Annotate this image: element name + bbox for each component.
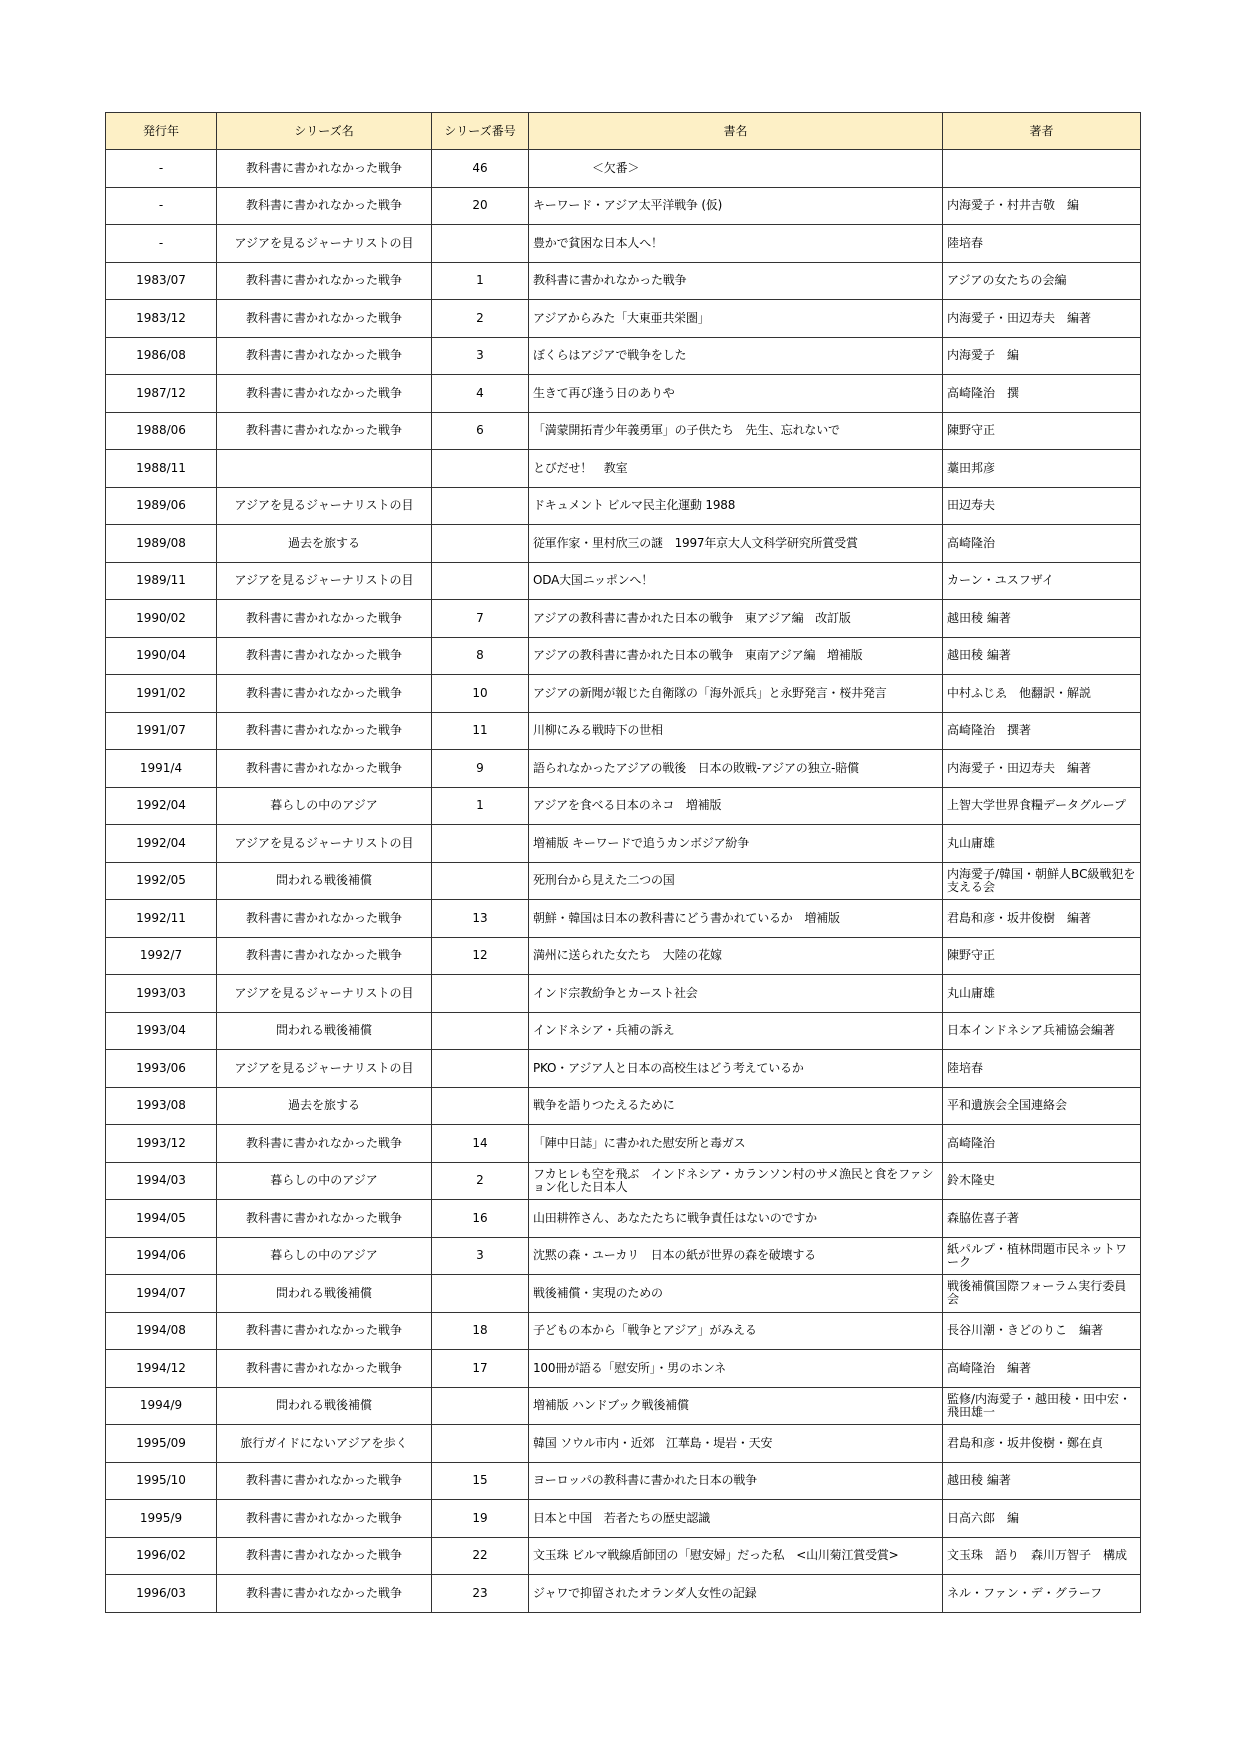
- table-row: [106, 787, 1141, 825]
- cell-title: ヨーロッパの教科書に書かれた日本の戦争: [529, 1462, 943, 1500]
- cell-year: 1983/12: [106, 300, 217, 338]
- table-row: [106, 487, 1141, 525]
- cell-author: 高崎隆治 編著: [943, 1350, 1141, 1388]
- cell-series: 教科書に書かれなかった戦争: [217, 1537, 432, 1575]
- table-row: [106, 300, 1141, 338]
- cell-series: 問われる戦後補償: [217, 1275, 432, 1313]
- cell-year: 1995/9: [106, 1500, 217, 1538]
- cell-series-number: 1: [432, 787, 529, 825]
- cell-series: 過去を旅する: [217, 525, 432, 563]
- cell-author: ネル・ファン・デ・グラーフ: [943, 1575, 1141, 1613]
- cell-year: 1994/06: [106, 1237, 217, 1275]
- cell-series-number: [432, 1275, 529, 1313]
- cell-series-number: 4: [432, 375, 529, 413]
- cell-series: 問われる戦後補償: [217, 862, 432, 900]
- cell-series: 教科書に書かれなかった戦争: [217, 1200, 432, 1238]
- table-row: [106, 1312, 1141, 1350]
- cell-series-number: 17: [432, 1350, 529, 1388]
- cell-series: 教科書に書かれなかった戦争: [217, 600, 432, 638]
- cell-author: 鈴木隆史: [943, 1162, 1141, 1200]
- cell-series: アジアを見るジャーナリストの目: [217, 562, 432, 600]
- table-row: [106, 1425, 1141, 1463]
- cell-year: 1991/4: [106, 750, 217, 788]
- table-header: [106, 113, 1141, 150]
- cell-series-number: 16: [432, 1200, 529, 1238]
- table-row: [106, 562, 1141, 600]
- cell-title: PKO・アジア人と日本の高校生はどう考えているか: [529, 1050, 943, 1088]
- cell-year: 1983/07: [106, 262, 217, 300]
- book-list-table: [105, 112, 1141, 1613]
- cell-title: アジアの教科書に書かれた日本の戦争 東アジア編 改訂版: [529, 600, 943, 638]
- cell-series: 教科書に書かれなかった戦争: [217, 1350, 432, 1388]
- cell-series-number: 13: [432, 900, 529, 938]
- table-row: [106, 187, 1141, 225]
- cell-title: 満州に送られた女たち 大陸の花嫁: [529, 937, 943, 975]
- cell-series: アジアを見るジャーナリストの目: [217, 825, 432, 863]
- cell-author: 高崎隆治: [943, 1125, 1141, 1163]
- cell-series-number: [432, 862, 529, 900]
- cell-year: 1993/12: [106, 1125, 217, 1163]
- cell-year: 1991/07: [106, 712, 217, 750]
- cell-series-number: 2: [432, 300, 529, 338]
- table-row: [106, 450, 1141, 488]
- cell-title: 「満蒙開拓青少年義勇軍」の子供たち 先生、忘れないで: [529, 412, 943, 450]
- cell-title: 日本と中国 若者たちの歴史認識: [529, 1500, 943, 1538]
- cell-series: 旅行ガイドにないアジアを歩く: [217, 1425, 432, 1463]
- table-row: [106, 750, 1141, 788]
- cell-title: インド宗教紛争とカースト社会: [529, 975, 943, 1013]
- cell-title: 戦後補償・実現のための: [529, 1275, 943, 1313]
- table-row: [106, 1087, 1141, 1125]
- cell-series: 教科書に書かれなかった戦争: [217, 712, 432, 750]
- cell-title: 戦争を語りつたえるために: [529, 1087, 943, 1125]
- cell-title: ＜欠番＞: [529, 150, 943, 188]
- cell-author: 田辺寿夫: [943, 487, 1141, 525]
- table-row: [106, 1537, 1141, 1575]
- cell-author: 越田稜 編著: [943, 600, 1141, 638]
- table-row: [106, 1162, 1141, 1200]
- cell-title: 文玉珠 ビルマ戦線盾師団の「慰安婦」だった私 <山川菊江賞受賞>: [529, 1537, 943, 1575]
- cell-title: アジアの新聞が報じた自衛隊の「海外派兵」と永野発言・桜井発言: [529, 675, 943, 713]
- cell-series-number: 12: [432, 937, 529, 975]
- cell-series-number: [432, 450, 529, 488]
- cell-series-number: [432, 825, 529, 863]
- cell-series-number: 10: [432, 675, 529, 713]
- table-row: [106, 1387, 1141, 1425]
- cell-title: 豊かで貧困な日本人へ！: [529, 225, 943, 263]
- cell-series: 教科書に書かれなかった戦争: [217, 937, 432, 975]
- cell-series: 教科書に書かれなかった戦争: [217, 1312, 432, 1350]
- cell-series: 教科書に書かれなかった戦争: [217, 1462, 432, 1500]
- header-series: シリーズ名: [217, 113, 432, 150]
- table-row: [106, 900, 1141, 938]
- cell-year: 1995/09: [106, 1425, 217, 1463]
- cell-year: 1989/08: [106, 525, 217, 563]
- cell-year: 1986/08: [106, 337, 217, 375]
- cell-series-number: [432, 1012, 529, 1050]
- header-year: 発行年: [106, 113, 217, 150]
- cell-title: 死刑台から見えた二つの国: [529, 862, 943, 900]
- cell-series: 教科書に書かれなかった戦争: [217, 300, 432, 338]
- cell-year: 1990/02: [106, 600, 217, 638]
- cell-title: 増補版 キーワードで追うカンボジア紛争: [529, 825, 943, 863]
- cell-author: 君島和彦・坂井俊樹・鄭在貞: [943, 1425, 1141, 1463]
- cell-author: 丸山庸雄: [943, 975, 1141, 1013]
- cell-series-number: 7: [432, 600, 529, 638]
- cell-title: インドネシア・兵補の訴え: [529, 1012, 943, 1050]
- cell-author: 高崎隆治: [943, 525, 1141, 563]
- table-row: [106, 525, 1141, 563]
- cell-series-number: 11: [432, 712, 529, 750]
- table-row: [106, 1575, 1141, 1613]
- header-series-number: シリーズ番号: [432, 113, 529, 150]
- table-row: [106, 1200, 1141, 1238]
- cell-title: ODA大国ニッポンへ！: [529, 562, 943, 600]
- cell-author: 中村ふじゑ 他翻訳・解説: [943, 675, 1141, 713]
- cell-author: カーン・ユスフザイ: [943, 562, 1141, 600]
- cell-series: アジアを見るジャーナリストの目: [217, 1050, 432, 1088]
- table-row: [106, 862, 1141, 900]
- cell-series: 教科書に書かれなかった戦争: [217, 750, 432, 788]
- cell-author: 日高六郎 編: [943, 1500, 1141, 1538]
- cell-title: アジアの教科書に書かれた日本の戦争 東南アジア編 増補版: [529, 637, 943, 675]
- cell-series-number: [432, 525, 529, 563]
- cell-series: 教科書に書かれなかった戦争: [217, 900, 432, 938]
- cell-title: フカヒレも空を飛ぶ インドネシア・カランソン村のサメ漁民と食をファション化した日本人: [529, 1162, 943, 1200]
- cell-author: 陳野守正: [943, 937, 1141, 975]
- table-row: [106, 337, 1141, 375]
- table-row: [106, 375, 1141, 413]
- cell-year: -: [106, 225, 217, 263]
- cell-author: 内海愛子/韓国・朝鮮人BC級戦犯を支える会: [943, 862, 1141, 900]
- cell-series: [217, 450, 432, 488]
- cell-series: アジアを見るジャーナリストの目: [217, 487, 432, 525]
- cell-series: 教科書に書かれなかった戦争: [217, 637, 432, 675]
- cell-author: 丸山庸雄: [943, 825, 1141, 863]
- header-title: 書名: [529, 113, 943, 150]
- cell-series-number: [432, 1425, 529, 1463]
- cell-series-number: 19: [432, 1500, 529, 1538]
- cell-series-number: [432, 975, 529, 1013]
- cell-title: ジャワで抑留されたオランダ人女性の記録: [529, 1575, 943, 1613]
- cell-year: 1988/06: [106, 412, 217, 450]
- cell-series: アジアを見るジャーナリストの目: [217, 975, 432, 1013]
- cell-title: とびだせ！ 教室: [529, 450, 943, 488]
- cell-author: [943, 150, 1141, 188]
- cell-title: 従軍作家・里村欣三の謎 1997年京大人文科学研究所賞受賞: [529, 525, 943, 563]
- cell-title: アジアを食べる日本のネコ 増補版: [529, 787, 943, 825]
- cell-series-number: 22: [432, 1537, 529, 1575]
- cell-year: 1993/03: [106, 975, 217, 1013]
- table-row: [106, 225, 1141, 263]
- cell-series: 問われる戦後補償: [217, 1012, 432, 1050]
- table-row: [106, 1500, 1141, 1538]
- table-row: [106, 1237, 1141, 1275]
- cell-author: 長谷川潮・きどのりこ 編著: [943, 1312, 1141, 1350]
- cell-year: 1996/02: [106, 1537, 217, 1575]
- cell-year: 1992/04: [106, 787, 217, 825]
- cell-title: 子どもの本から「戦争とアジア」がみえる: [529, 1312, 943, 1350]
- cell-title: 教科書に書かれなかった戦争: [529, 262, 943, 300]
- cell-series: 暮らしの中のアジア: [217, 787, 432, 825]
- cell-year: 1993/08: [106, 1087, 217, 1125]
- cell-series-number: 46: [432, 150, 529, 188]
- table-row: [106, 937, 1141, 975]
- cell-year: -: [106, 150, 217, 188]
- cell-year: 1989/11: [106, 562, 217, 600]
- cell-year: 1996/03: [106, 1575, 217, 1613]
- cell-year: 1994/03: [106, 1162, 217, 1200]
- cell-series-number: [432, 225, 529, 263]
- cell-series-number: [432, 1050, 529, 1088]
- header-author: 著者: [943, 113, 1141, 150]
- cell-author: 越田稜 編著: [943, 1462, 1141, 1500]
- cell-author: 内海愛子 編: [943, 337, 1141, 375]
- cell-author: 陸培春: [943, 225, 1141, 263]
- cell-author: 監修/内海愛子・越田稜・田中宏・飛田雄一: [943, 1387, 1141, 1425]
- cell-author: 陸培春: [943, 1050, 1141, 1088]
- table-row: [106, 150, 1141, 188]
- cell-year: 1989/06: [106, 487, 217, 525]
- cell-author: 戦後補償国際フォーラム実行委員会: [943, 1275, 1141, 1313]
- cell-year: 1994/08: [106, 1312, 217, 1350]
- cell-year: 1991/02: [106, 675, 217, 713]
- table-row: [106, 675, 1141, 713]
- cell-title: 100冊が語る「慰安所」・男のホンネ: [529, 1350, 943, 1388]
- cell-series-number: 2: [432, 1162, 529, 1200]
- table-body: [106, 150, 1141, 1613]
- cell-year: 1992/04: [106, 825, 217, 863]
- cell-title: 韓国 ソウル市内・近郊 江華島・堤岩・天安: [529, 1425, 943, 1463]
- cell-series-number: 23: [432, 1575, 529, 1613]
- cell-series: 暮らしの中のアジア: [217, 1162, 432, 1200]
- table-row: [106, 1275, 1141, 1313]
- cell-series: 教科書に書かれなかった戦争: [217, 262, 432, 300]
- table-row: [106, 600, 1141, 638]
- cell-series: アジアを見るジャーナリストの目: [217, 225, 432, 263]
- cell-year: 1992/05: [106, 862, 217, 900]
- cell-series: 暮らしの中のアジア: [217, 1237, 432, 1275]
- cell-series-number: 6: [432, 412, 529, 450]
- cell-series: 教科書に書かれなかった戦争: [217, 150, 432, 188]
- cell-series: 教科書に書かれなかった戦争: [217, 412, 432, 450]
- cell-series-number: [432, 562, 529, 600]
- cell-author: 日本インドネシア兵補協会編著: [943, 1012, 1141, 1050]
- cell-title: 増補版 ハンドブック戦後補償: [529, 1387, 943, 1425]
- cell-year: 1994/07: [106, 1275, 217, 1313]
- cell-author: 藁田邦彦: [943, 450, 1141, 488]
- table-row: [106, 712, 1141, 750]
- cell-author: 紙パルプ・植林問題市民ネットワーク: [943, 1237, 1141, 1275]
- cell-series: 教科書に書かれなかった戦争: [217, 375, 432, 413]
- header-row: [106, 113, 1141, 150]
- cell-series-number: 14: [432, 1125, 529, 1163]
- cell-author: 高崎隆治 撰: [943, 375, 1141, 413]
- cell-series-number: 9: [432, 750, 529, 788]
- cell-series-number: 3: [432, 1237, 529, 1275]
- cell-year: 1988/11: [106, 450, 217, 488]
- cell-year: 1993/06: [106, 1050, 217, 1088]
- table-row: [106, 825, 1141, 863]
- table-row: [106, 975, 1141, 1013]
- cell-author: 君島和彦・坂井俊樹 編著: [943, 900, 1141, 938]
- cell-series-number: 1: [432, 262, 529, 300]
- cell-series: 教科書に書かれなかった戦争: [217, 187, 432, 225]
- cell-year: 1994/12: [106, 1350, 217, 1388]
- table-row: [106, 637, 1141, 675]
- table-row: [106, 1125, 1141, 1163]
- cell-title: 沈黙の森・ユーカリ 日本の紙が世界の森を破壊する: [529, 1237, 943, 1275]
- cell-title: 生きて再び逢う日のありや: [529, 375, 943, 413]
- cell-author: 上智大学世界食糧データグループ: [943, 787, 1141, 825]
- table-row: [106, 262, 1141, 300]
- cell-title: 朝鮮・韓国は日本の教科書にどう書かれているか 増補版: [529, 900, 943, 938]
- cell-series: 問われる戦後補償: [217, 1387, 432, 1425]
- cell-author: 内海愛子・田辺寿夫 編著: [943, 300, 1141, 338]
- cell-year: 1987/12: [106, 375, 217, 413]
- cell-title: 山田耕筰さん、あなたたちに戦争責任はないのですか: [529, 1200, 943, 1238]
- cell-series: 教科書に書かれなかった戦争: [217, 1575, 432, 1613]
- table-row: [106, 1350, 1141, 1388]
- cell-series-number: [432, 487, 529, 525]
- cell-year: 1993/04: [106, 1012, 217, 1050]
- cell-series-number: 8: [432, 637, 529, 675]
- cell-series: 教科書に書かれなかった戦争: [217, 1500, 432, 1538]
- cell-year: 1992/7: [106, 937, 217, 975]
- cell-series: 過去を旅する: [217, 1087, 432, 1125]
- cell-series-number: 15: [432, 1462, 529, 1500]
- cell-title: ぼくらはアジアで戦争をした: [529, 337, 943, 375]
- cell-author: 高崎隆治 撰著: [943, 712, 1141, 750]
- table-row: [106, 412, 1141, 450]
- cell-year: 1990/04: [106, 637, 217, 675]
- cell-year: 1995/10: [106, 1462, 217, 1500]
- cell-series: 教科書に書かれなかった戦争: [217, 337, 432, 375]
- cell-series-number: 20: [432, 187, 529, 225]
- cell-author: アジアの女たちの会編: [943, 262, 1141, 300]
- cell-author: 越田稜 編著: [943, 637, 1141, 675]
- cell-author: 内海愛子・村井吉敬 編: [943, 187, 1141, 225]
- cell-author: 文玉珠 語り 森川万智子 構成: [943, 1537, 1141, 1575]
- cell-series: 教科書に書かれなかった戦争: [217, 1125, 432, 1163]
- cell-title: ドキュメント ビルマ民主化運動 1988: [529, 487, 943, 525]
- cell-title: 語られなかったアジアの戦後 日本の敗戦-アジアの独立-賠償: [529, 750, 943, 788]
- cell-title: キーワード・アジア太平洋戦争 (仮): [529, 187, 943, 225]
- cell-series: 教科書に書かれなかった戦争: [217, 675, 432, 713]
- cell-year: -: [106, 187, 217, 225]
- table-row: [106, 1012, 1141, 1050]
- cell-year: 1992/11: [106, 900, 217, 938]
- cell-author: 陳野守正: [943, 412, 1141, 450]
- cell-author: 森脇佐喜子著: [943, 1200, 1141, 1238]
- cell-series-number: [432, 1387, 529, 1425]
- table-row: [106, 1462, 1141, 1500]
- table-row: [106, 1050, 1141, 1088]
- cell-series-number: [432, 1087, 529, 1125]
- cell-series-number: 3: [432, 337, 529, 375]
- cell-author: 内海愛子・田辺寿夫 編著: [943, 750, 1141, 788]
- cell-title: 川柳にみる戦時下の世相: [529, 712, 943, 750]
- cell-title: 「陣中日誌」に書かれた慰安所と毒ガス: [529, 1125, 943, 1163]
- cell-title: アジアからみた「大東亜共栄圏」: [529, 300, 943, 338]
- cell-year: 1994/9: [106, 1387, 217, 1425]
- cell-year: 1994/05: [106, 1200, 217, 1238]
- cell-author: 平和遺族会全国連絡会: [943, 1087, 1141, 1125]
- cell-series-number: 18: [432, 1312, 529, 1350]
